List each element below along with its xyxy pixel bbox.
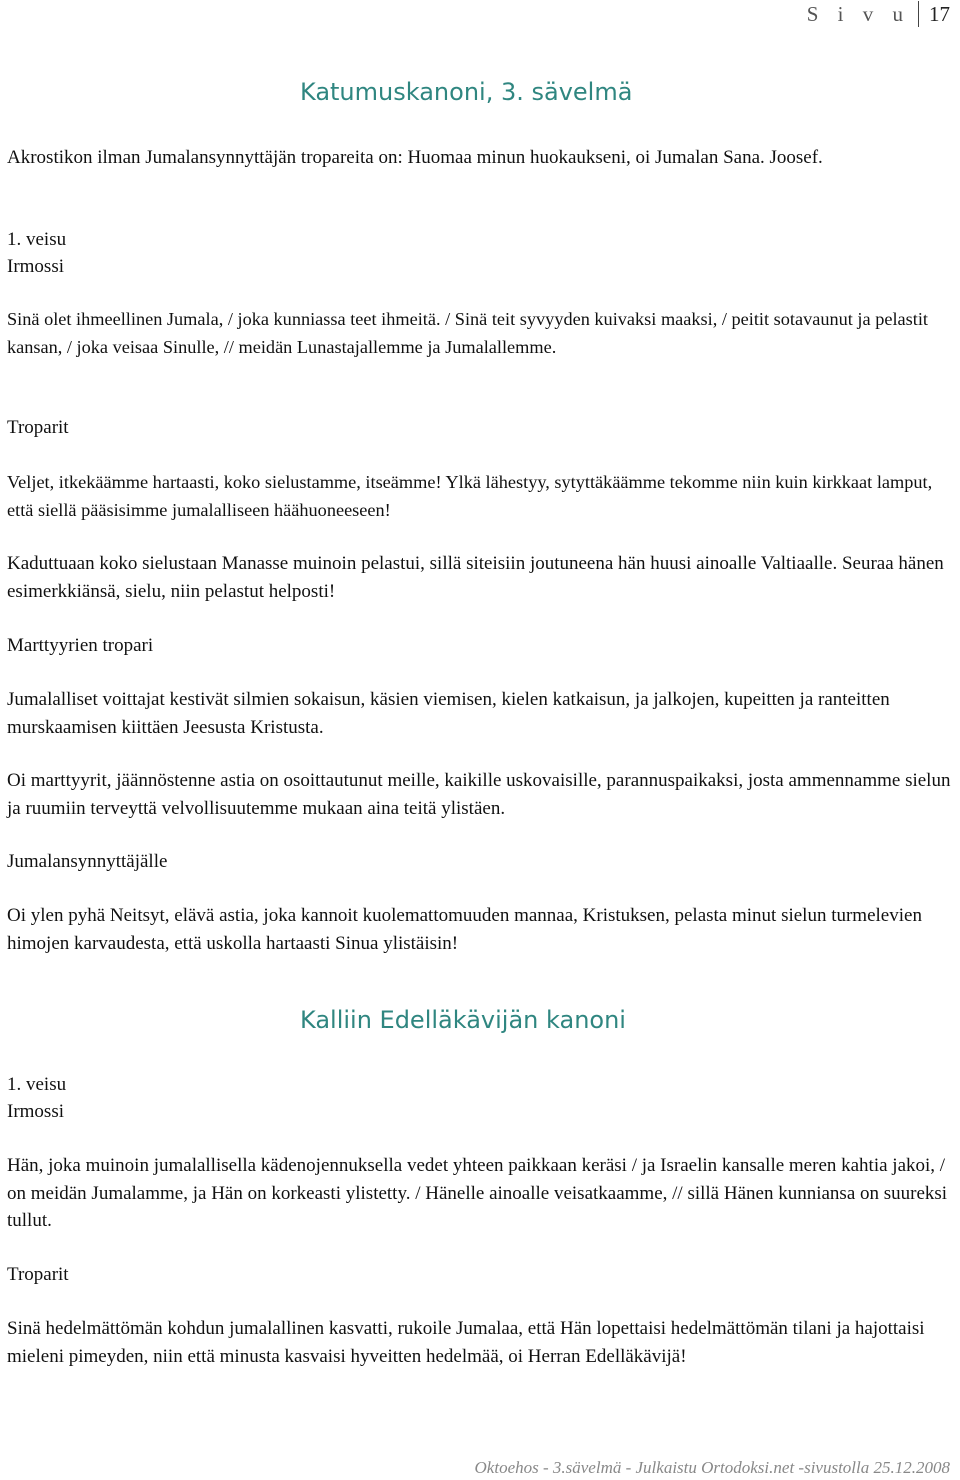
page-label: S i v u	[806, 1, 910, 26]
irmos-text-2: Hän, joka muinoin jumalallisella kädenojennuksella vedet yhteen paikkaan keräsi / ja Israelin kansalle meren kahtia jakoi, / on meidän Jumalamme, ja Hän on korkeasti ylistetty. / Hänelle ainoalle veisatkaamme, // sillä Hänen kunniansa on suureksi tullut.	[7, 1155, 948, 1231]
troparion-2-1: Sinä hedelmättömän kohdun jumalallinen kasvatti, rukoile Jumalaa, että Hän lopettaisi hedelmättömän tilani ja hajottaisi mieleni pimeyden, niin että minusta kasvaisi hyveitten hedelmää, oi Herran Edelläkävijä!	[7, 1318, 925, 1367]
irmos-label: Irmossi	[7, 256, 64, 277]
troparia-label-2: Troparit	[7, 1264, 69, 1285]
header-divider	[918, 1, 919, 27]
acrostic-text: Huomaa minun huokaukseni, oi Jumalan Sana. Joosef.	[402, 147, 823, 168]
section-title-edellakavija: Kalliin Edelläkävijän kanoni	[300, 1006, 626, 1034]
troparion-1: Veljet, itkekäämme hartaasti, koko sielustamme, itseämme! Ylkä lähestyy, sytyttäkäämme tekomme niin kuin kirkkaat lamput, että siellä pääsisimme jumalalliseen häähuoneeseen!	[7, 472, 933, 520]
theotokion-text: Oi ylen pyhä Neitsyt, elävä astia, joka kannoit kuolemattomuuden mannaa, Kristuksen, pelasta minut sielun turmelevien himojen karvaudesta, että uskolla hartaasti Sinua ylistäisin!	[7, 905, 922, 954]
irmos-text: Sinä olet ihmeellinen Jumala, / joka kunniassa teet ihmeitä. / Sinä teit syvyyden kuivaksi maaksi, / peitit sotavaunut ja pelastit kansan, / joka veisaa Sinulle, // meidän Lunastajallemme ja Jumalallemme.	[7, 309, 928, 357]
martyrs-troparion-1: Jumalalliset voittajat kestivät silmien sokaisun, käsien viemisen, kielen katkaisun, ja jalkojen, kupeitten ja ranteitten murskaamisen kiittäen Jeesusta Kristusta.	[7, 689, 890, 738]
troparia-label: Troparit	[7, 417, 69, 438]
acrostic-lead: Akrostikon ilman Jumalansynnyttäjän tropareita on:	[7, 147, 403, 168]
page-number: 17	[929, 1, 950, 26]
ode-label-2: 1. veisu	[7, 1074, 67, 1095]
irmos-label-2: Irmossi	[7, 1101, 64, 1122]
ode-label: 1. veisu	[7, 229, 67, 250]
theotokion-label: Jumalansynnyttäjälle	[7, 851, 168, 872]
acrostic-paragraph	[7, 144, 952, 172]
section-title-katumuskanoni: Katumuskanoni, 3. sävelmä	[300, 78, 633, 106]
martyrs-label: Marttyyrien tropari	[7, 635, 154, 656]
martyrs-troparion-2: Oi marttyyrit, jäännöstenne astia on osoittautunut meille, kaikille uskovaisille, parannuspaikaksi, josta ammennamme sielun ja ruumiin terveyttä velvollisuutemme mukaan aina teitä ylistäen.	[7, 770, 951, 819]
troparion-2: Kaduttuaan koko sielustaan Manasse muinoin pelastui, sillä siteisiin joutuneena hän huusi ainoalle Valtiaalle. Seuraa hänen esimerkkiänsä, sielu, niin pelastut helposti!	[7, 553, 944, 602]
page-header	[807, 0, 950, 28]
page-footer: Oktoehos - 3.sävelmä - Julkaistu Ortodoksi.net -sivustolla 25.12.2008	[474, 1458, 950, 1477]
